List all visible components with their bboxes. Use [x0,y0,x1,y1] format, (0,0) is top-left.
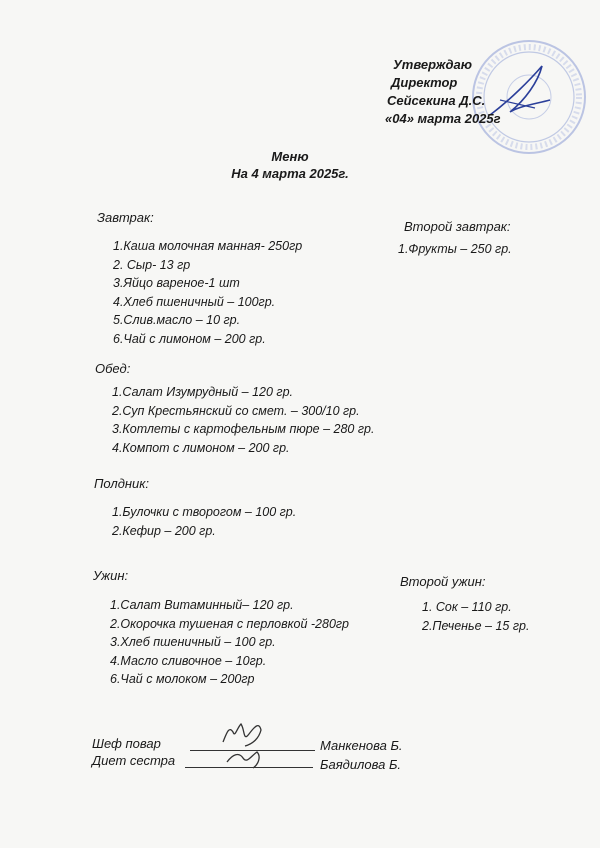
list-item: 4.Компот с лимоном – 200 гр. [112,440,290,455]
list-item: 3.Яйцо вареное-1 шт [113,276,240,290]
approval-line-1: Утверждаю [393,57,472,72]
list-item: 4.Хлеб пшеничный – 100гр. [113,294,276,309]
list-item: 1.Салат Изумрудный – 120 гр. [112,385,293,399]
lunch-list [112,383,374,457]
breakfast-list [113,237,302,348]
list-item: 6.Чай с молоком – 200гр [110,672,255,686]
dinner-heading: Ужин: [93,568,129,583]
list-item: 1. Сок – 110 гр. [422,600,512,614]
list-item: 2.Окорочка тушеная с перловкой -280гр [110,616,350,631]
title-line-1: Меню [271,149,309,164]
second-dinner-list [422,598,529,635]
snack-list [112,503,296,540]
lunch-heading: Обед: [95,361,131,376]
list-item: 2.Суп Крестьянский со смет. – 300/10 гр. [112,403,360,418]
list-item: 2. Сыр- 13 гр [113,257,191,272]
list-item: 1.Салат Витаминный– 120 гр. [110,598,294,612]
list-item: 2.Печенье – 15 гр. [422,618,530,633]
list-item: 6.Чай с лимоном – 200 гр. [113,331,266,346]
approval-line-2: Директор [391,75,458,90]
dietitian-role: Диет сестра [92,753,176,768]
approval-line-3: Сейсекина Д.С. [387,93,486,108]
dinner-list [110,596,349,689]
chef-signature [215,712,275,774]
breakfast-heading: Завтрак: [97,210,154,225]
list-item: 2.Кефир – 200 гр. [112,523,216,538]
list-item: 3.Котлеты с картофельным пюре – 280 гр. [112,422,375,436]
second-dinner-heading: Второй ужин: [400,574,486,589]
chef-name: Манкенова Б. [320,738,403,753]
dietitian-name: Баядилова Б. [320,757,402,772]
list-item: 5.Слив.масло – 10 гр. [113,313,241,327]
approval-line-4: «04» марта 2025г [385,111,501,126]
page-title [0,148,600,182]
snack-heading: Полдник: [94,476,150,491]
second-breakfast-heading: Второй завтрак: [404,219,511,234]
title-line-2: На 4 марта 2025г. [231,166,349,181]
list-item: 1.Каша молочная манная- 250гр [113,239,303,253]
chef-role: Шеф повар [92,736,161,751]
list-item: 1.Фрукты – 250 гр. [398,242,512,256]
approval-block [385,56,501,128]
list-item: 3.Хлеб пшеничный – 100 гр. [110,635,276,649]
second-breakfast-list [398,240,512,259]
list-item: 1.Булочки с творогом – 100 гр. [112,505,297,519]
list-item: 4.Масло сливочное – 10гр. [110,653,267,668]
